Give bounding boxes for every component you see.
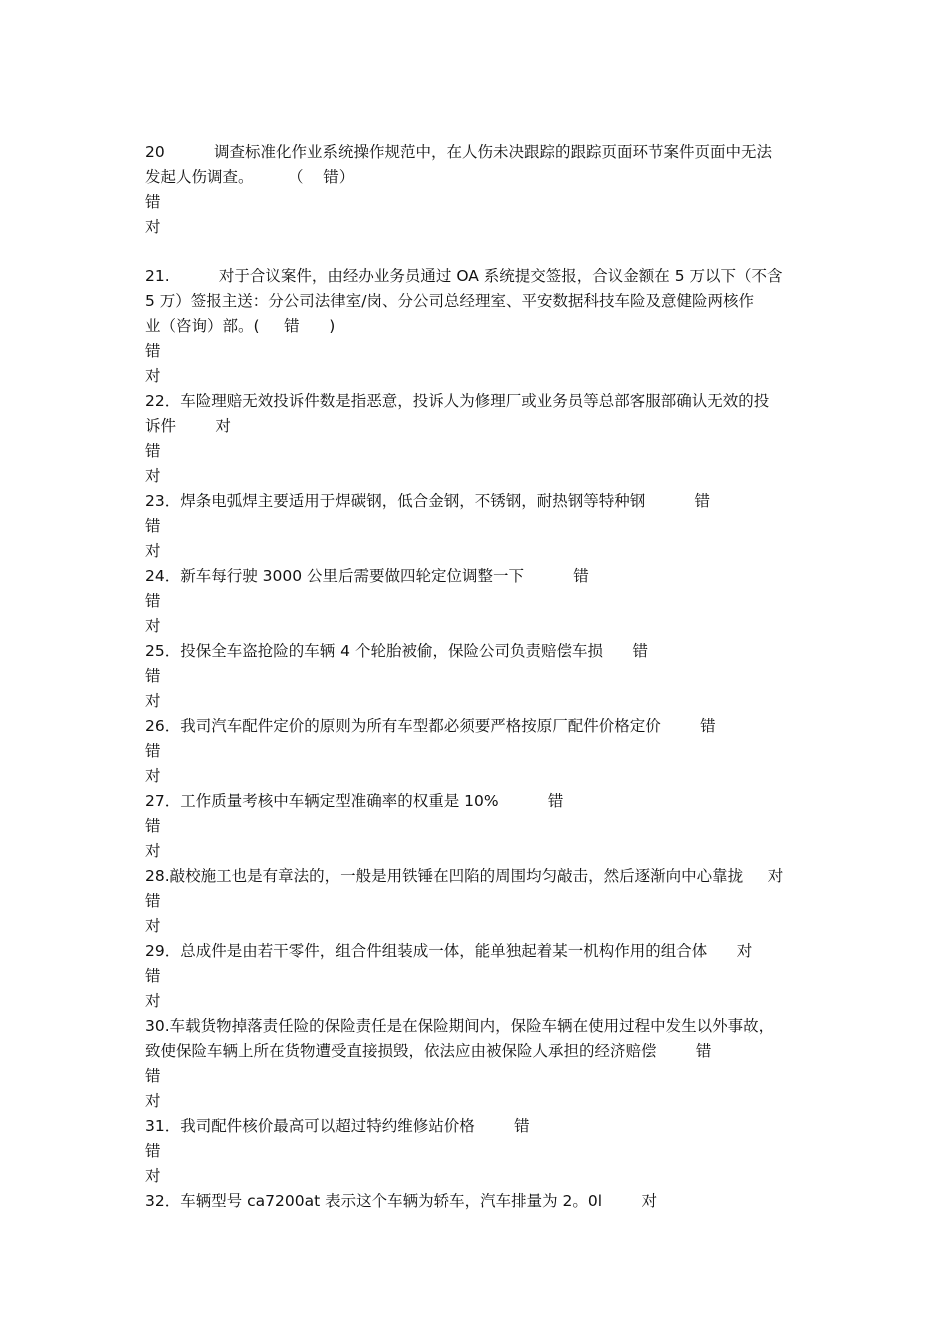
question-28: [145, 864, 810, 939]
question-27: [145, 789, 810, 864]
option-right: 对: [145, 842, 161, 860]
question-text-line: 21. 对于合议案件，由经办业务员通过 OA 系统提交签报，合议金额在 5 万以下（不含: [145, 267, 783, 285]
question-31: [145, 1114, 810, 1189]
question-text-line: 32．车辆型号 ca7200at 表示这个车辆为轿车，汽车排量为 2。0l 对: [145, 1192, 657, 1210]
option-right: 对: [145, 1167, 161, 1185]
option-right: 对: [145, 692, 161, 710]
option-wrong: 错: [145, 667, 161, 685]
option-right: 对: [145, 992, 161, 1010]
option-wrong: 错: [145, 892, 161, 910]
option-right: 对: [145, 542, 161, 560]
question-30: [145, 1014, 810, 1114]
question-21: [145, 264, 810, 389]
question-text-line: 24．新车每行驶 3000 公里后需要做四轮定位调整一下 错: [145, 567, 589, 585]
question-23: [145, 489, 810, 564]
question-text-line: 26．我司汽车配件定价的原则为所有车型都必须要严格按原厂配件价格定价 错: [145, 717, 716, 735]
question-29: [145, 939, 810, 1014]
question-text-line: 致使保险车辆上所在货物遭受直接损毁，依法应由被保险人承担的经济赔偿 错: [145, 1042, 712, 1060]
option-right: 对: [145, 367, 161, 385]
option-wrong: 错: [145, 1142, 161, 1160]
option-wrong: 错: [145, 1067, 161, 1085]
option-wrong: 错: [145, 442, 161, 460]
option-right: 对: [145, 917, 161, 935]
question-text-line: 28.敲校施工也是有章法的，一般是用铁锤在凹陷的周围均匀敲击，然后逐渐向中心靠拢 对: [145, 867, 784, 885]
option-right: 对: [145, 1092, 161, 1110]
question-text-line: 31．我司配件核价最高可以超过特约维修站价格 错: [145, 1117, 530, 1135]
option-right: 对: [145, 617, 161, 635]
question-32: [145, 1189, 810, 1214]
question-text-line: 22．车险理赔无效投诉件数是指恶意，投诉人为修理厂或业务员等总部客服部确认无效的投: [145, 392, 770, 410]
spacer: [145, 240, 810, 264]
option-wrong: 错: [145, 193, 161, 211]
question-text-line: 25．投保全车盗抢险的车辆 4 个轮胎被偷，保险公司负责赔偿车损 错: [145, 642, 649, 660]
question-20: [145, 140, 810, 240]
option-right: 对: [145, 218, 161, 236]
question-text-line: 27．工作质量考核中车辆定型准确率的权重是 10% 错: [145, 792, 564, 810]
option-wrong: 错: [145, 742, 161, 760]
question-text-line: 发起人伤调查。 （ 错）: [145, 168, 355, 186]
question-24: [145, 564, 810, 639]
question-text-line: 29．总成件是由若干零件，组合件组装成一体，能单独起着某一机构作用的组合体 对: [145, 942, 753, 960]
option-wrong: 错: [145, 592, 161, 610]
question-25: [145, 639, 810, 714]
question-text-line: 诉件 对: [145, 417, 231, 435]
question-22: [145, 389, 810, 489]
question-list: [145, 140, 810, 1214]
option-wrong: 错: [145, 342, 161, 360]
option-wrong: 错: [145, 517, 161, 535]
option-right: 对: [145, 467, 161, 485]
question-text-line: 业（咨询）部。( 错 ): [145, 317, 336, 335]
question-text-line: 23．焊条电弧焊主要适用于焊碳钢，低合金钢，不锈钢，耐热钢等特种钢 错: [145, 492, 710, 510]
question-text-line: 30.车载货物掉落责任险的保险责任是在保险期间内，保险车辆在使用过程中发生以外事故，: [145, 1017, 775, 1035]
option-wrong: 错: [145, 817, 161, 835]
question-text-line: 20 调查标准化作业系统操作规范中，在人伤未决跟踪的跟踪页面环节案件页面中无法: [145, 143, 772, 161]
question-text-line: 5 万）签报主送：分公司法律室/岗、分公司总经理室、平安数据科技车险及意健险两核作: [145, 292, 755, 310]
option-right: 对: [145, 767, 161, 785]
question-26: [145, 714, 810, 789]
option-wrong: 错: [145, 967, 161, 985]
